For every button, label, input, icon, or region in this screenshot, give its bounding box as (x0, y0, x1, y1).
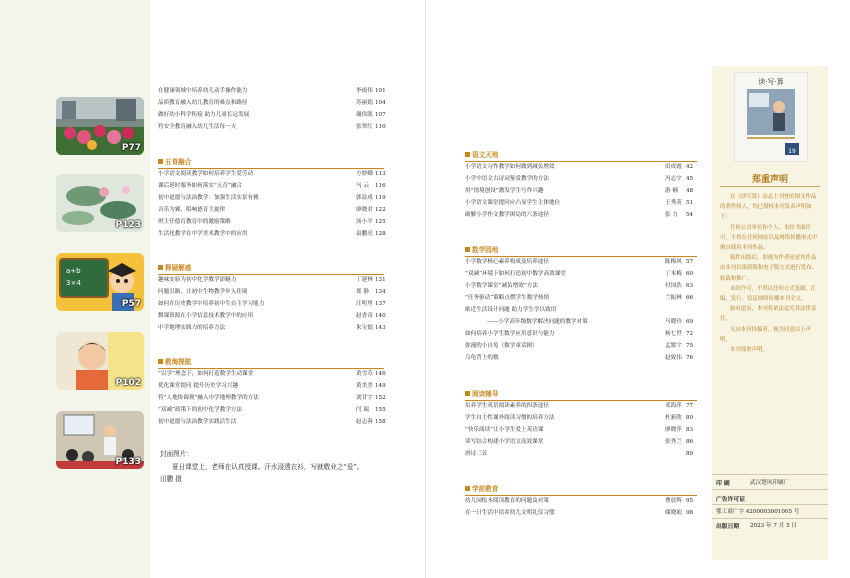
toc-entry-subtitle[interactable]: ——小学高年级数学解决问题的教学对策 马晓玲 69 (487, 319, 694, 325)
imprint-label: 出版日期 (716, 524, 740, 530)
thumbnail-child (56, 332, 144, 390)
svg-text:3×4: 3×4 (66, 279, 81, 287)
notice-rule (720, 186, 820, 187)
section-heading: 教海探航 (158, 357, 191, 367)
page-fold (425, 0, 426, 578)
thumbnail-cartoon-boy (56, 253, 144, 311)
toc-entry[interactable]: “双减”环境下如何打造初中数学高效课堂 丁本梅 60 (465, 271, 694, 277)
toc-entry[interactable]: 小学数学核心素养构成及培养途径 陈梅风 57 (465, 259, 694, 265)
toc-entry[interactable]: “双减”政策下的初中化学教学方法 闫 瑞 155 (158, 407, 386, 413)
toc-entry[interactable]: 小学语文习作教学如何做到减负增效 田成霞 42 (465, 164, 694, 170)
cover-image (735, 73, 807, 161)
toc-entry[interactable]: 课后延时服务如何落实“五育”融合 马 云 116 (158, 183, 386, 189)
toc-entry[interactable]: 唐诗三首 89 (465, 451, 694, 457)
toc-entry[interactable]: 做好幼小科学衔接 助力儿童长远发展 谢伟凯 107 (158, 112, 386, 118)
imprint-rule (712, 518, 828, 519)
toc-entry[interactable]: “以学”理念下，如何打造数学生动课堂 黄雪芬 146 (158, 371, 386, 377)
toc-entry[interactable]: 将“人地协调观”融入中学地理教学的方法 刘甘宇 152 (158, 395, 386, 401)
imprint-label: 印 刷 (716, 481, 730, 487)
notice-body (720, 192, 820, 355)
cover-caption-credit: 田鹏 摄 (160, 475, 182, 483)
imprint-value: 鄂工商广字 4200003001005 号 (716, 509, 800, 515)
toc-entry[interactable]: 学生自主性课外阅读习惯的培养方法 杜新欣 80 (465, 415, 694, 421)
section-marker-icon (465, 486, 470, 491)
toc-entry[interactable]: 优化课堂提问 提升历史学习兴趣 黄美美 149 (158, 383, 386, 389)
section-heading: 数学园地 (465, 245, 498, 255)
toc-entry[interactable]: 在健康领域中培养幼儿动手操作能力 李雨伟 101 (158, 88, 386, 94)
toc-entry[interactable]: 小学语文阅读教学如何培养学生爱劳动 方妙卿 113 (158, 171, 386, 177)
page-label: P57 (121, 299, 141, 309)
toc-entry[interactable]: 音乐为翼，唱响德育主旋律 廖晓君 122 (158, 207, 386, 213)
notice-paragraph: 稿件出版后，即视为作者同意其作品由本刊以纸质版和电子版方式进行发布、转载和推广。 (720, 255, 818, 282)
section-marker-icon (158, 159, 163, 164)
toc-entry[interactable]: 班主任德育教育中的激励策略 汤小平 125 (158, 219, 386, 225)
page-label: P102 (115, 378, 141, 388)
page-label: P133 (115, 457, 141, 467)
toc-entry[interactable]: 问题引路，让初中生物教学步入佳境 郑 静 134 (158, 289, 386, 295)
toc-entry[interactable]: 小学中语文古诗词鉴赏教学的方法 冯志宇 45 (465, 176, 694, 182)
imprint-rule (712, 474, 828, 475)
toc-entry[interactable]: 在一日生活中培养幼儿文明礼仪习惯 储晓娟 98 (465, 510, 694, 516)
toc-entry[interactable]: 品质教育融入幼儿教育的难点和路径 苏丽娟 104 (158, 100, 386, 106)
toc-entry[interactable]: 中学地理实践力的培养方法 朱宝娟 143 (158, 325, 386, 331)
imprint-value: 武汉楚风印刷厂 (750, 480, 790, 486)
toc-entry[interactable]: 贴近生活设计问题 助力学生学以致用 (465, 307, 557, 313)
toc-entry[interactable]: 如何培养小学生数学应用意识与能力 杨七世 72 (465, 331, 694, 337)
toc-entry[interactable]: 初中道德与法治教学实践活生活 赵志蓉 158 (158, 419, 386, 425)
thumbnail-classroom (56, 411, 144, 469)
section-marker-icon (465, 247, 470, 252)
section-heading: 阅读辅导 (465, 389, 498, 399)
notice-paragraph: 在《读写算》杂志上刊登的图文作品的著作权人，均已授权本刊发表声明如下： (720, 194, 817, 221)
section-marker-icon (158, 265, 163, 270)
section-heading: 释疑解惑 (158, 263, 191, 273)
toc-entry[interactable]: 生活化教学在中学美术教学中的应用 袁鹏亮 128 (158, 231, 386, 237)
notice-paragraph: 任何公司单位和个人，未经书面许可，不得在任何网站以及网络传播形式中擅自使用本刊作品。 (720, 224, 818, 252)
toc-entry[interactable]: 小学数学课堂“减负增效”方法 付国浩 63 (465, 283, 694, 289)
section-heading: 五育融合 (158, 157, 191, 167)
toc-entry[interactable]: 破解小学作文教学困局的六条途径 张 力 54 (465, 212, 694, 218)
imprint-rule (712, 489, 828, 490)
section-heading: 语文天地 (465, 150, 498, 160)
notice-paragraph: 本刊郑重声明。 (730, 347, 768, 354)
toc-entry[interactable]: 用“情境创设”激发学生写作兴趣 游 楠 48 (465, 188, 694, 194)
toc-entry[interactable]: 如何在历史教学中培养初中生自主学习能力 汪明里 137 (158, 301, 386, 307)
toc-entry[interactable]: 读写结合构建小学语文高效课堂 张秀兰 86 (465, 439, 694, 445)
imprint-value: 2023 年 7 月 5 日 (750, 523, 798, 529)
cover-title: 读·写·算 (758, 78, 784, 86)
thumbnail-garden (56, 97, 144, 155)
cover-issue: 19 (788, 148, 796, 155)
magazine-cover (734, 72, 808, 162)
toc-entry[interactable]: “快乐阅读”让小学生爱上英语课 廖晓萍 83 (465, 427, 694, 433)
imprint-label: 广告许可证 (716, 497, 745, 503)
toc-entry[interactable]: 幼儿园绘本阅读教育的问题及对策 曹晨辉 95 (465, 498, 694, 504)
toc-entry[interactable]: 小学语文课堂提问应凸显学生主体地位 王秀英 51 (465, 200, 694, 206)
notice-paragraph: 未经许可，不得以任何方式复制、汇编、发行、信息网络传播本刊全文。 (720, 285, 817, 303)
svg-text:a+b: a+b (66, 267, 81, 275)
toc-entry[interactable]: 初中道德与法治教学：加强生活实景有雅 郭益成 119 (158, 195, 386, 201)
section-marker-icon (158, 359, 163, 364)
notice-paragraph: 凡向本刊投稿者，视为同意以上声明。 (720, 326, 811, 343)
toc-entry[interactable]: “任务驱动”策略点燃学生数学热情 兰振林 66 (465, 295, 694, 301)
toc-entry[interactable]: 将安全教育融入幼儿生活每一天 张翠红 110 (158, 124, 386, 130)
page-label: P123 (115, 220, 141, 230)
toc-entry[interactable]: 乌龟背上的数 赵致伟 76 (465, 355, 694, 361)
toc-entry[interactable]: 培养学生英语阅读素养的四条途径 邓海萍 77 (465, 403, 694, 409)
toc-entry[interactable]: 趣味实验为初中化学教学添魅力 丁建林 131 (158, 277, 386, 283)
cover-caption-label: 封面图片： (160, 450, 193, 458)
section-marker-icon (465, 152, 470, 157)
section-marker-icon (465, 391, 470, 396)
page-label: P77 (121, 143, 141, 153)
notice-paragraph: 如有违反，本刊将依法追究其法律责任。 (720, 306, 817, 323)
imprint-rule (712, 504, 828, 505)
toc-entry[interactable]: 微课资源在小学信息技术教学中的应用 赵香奇 140 (158, 313, 386, 319)
thumbnail-lotus (56, 174, 144, 232)
cover-caption-body: 夏日课堂上，老师在认真授课。汗水浸透衣衫，写就敬业之“爱”。 (172, 463, 364, 471)
section-heading: 学前教育 (465, 484, 498, 494)
notice-title: 郑重声明 (751, 175, 788, 185)
toc-entry[interactable]: 弥漫的小自免（数学童话剧） 孟繁宇 75 (465, 343, 694, 349)
